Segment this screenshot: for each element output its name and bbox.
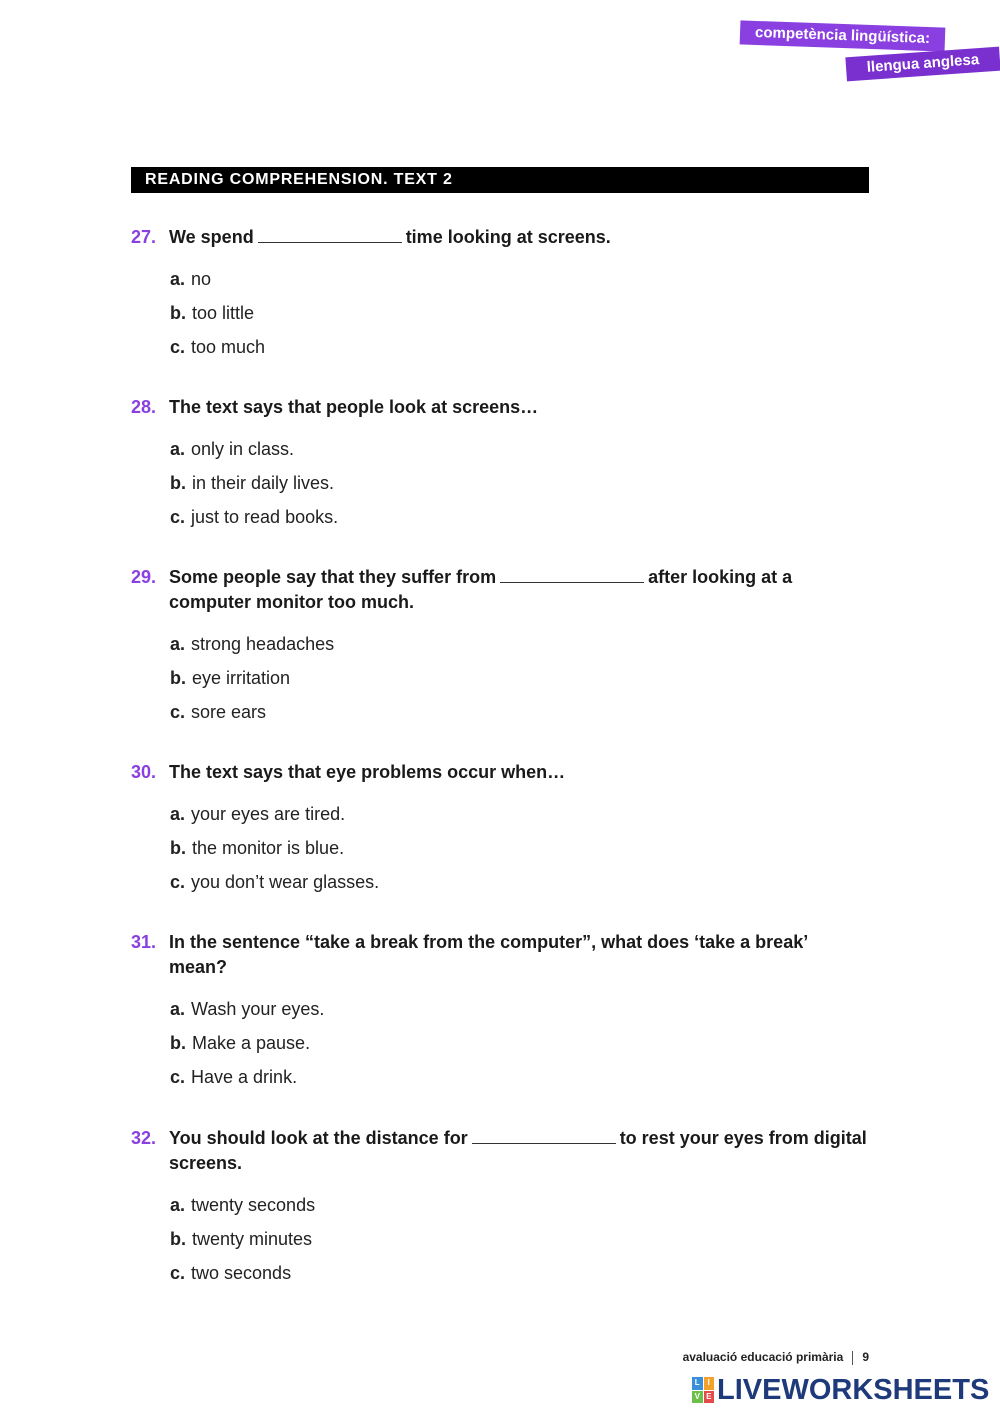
question-text-after: after looking at a — [648, 567, 793, 587]
option-b[interactable] — [170, 661, 869, 695]
question-text-before: You should look at the distance for — [169, 1128, 468, 1148]
option-letter: c. — [170, 872, 186, 892]
answer-blank[interactable] — [258, 228, 402, 243]
question-text-continued: computer monitor too much. — [169, 592, 414, 612]
option-text: the monitor is blue. — [192, 838, 345, 858]
option-letter: a. — [170, 1195, 186, 1215]
option-b[interactable] — [170, 1222, 869, 1256]
question-text-continued: screens. — [169, 1153, 243, 1173]
question-number: 28. — [131, 397, 157, 417]
option-letter: b. — [170, 473, 186, 493]
option-text: eye irritation — [192, 668, 291, 688]
option-letter: a. — [170, 634, 186, 654]
option-text: only in class. — [191, 439, 295, 459]
page-number: 9 — [862, 1350, 869, 1364]
option-a[interactable] — [170, 262, 869, 296]
question-text-before: We spend — [169, 227, 254, 247]
question-number: 31. — [131, 932, 157, 952]
option-letter: a. — [170, 804, 186, 824]
answer-blank[interactable] — [500, 568, 644, 583]
logo-tile: V — [692, 1391, 703, 1404]
subject-tag-line2: llengua anglesa — [845, 47, 1000, 82]
question-31 — [131, 930, 869, 1094]
question-text-after: to rest your eyes from digital — [619, 1128, 867, 1148]
option-text: just to read books. — [191, 507, 339, 527]
question-32 — [131, 1126, 869, 1290]
question-text: The text says that eye problems occur when… — [169, 762, 566, 782]
question-text: The text says that people look at screens… — [169, 397, 539, 417]
option-letter: a. — [170, 439, 186, 459]
option-b[interactable] — [170, 831, 869, 865]
option-text: in their daily lives. — [192, 473, 335, 493]
option-text: Make a pause. — [192, 1033, 311, 1053]
option-letter: b. — [170, 668, 186, 688]
option-c[interactable] — [170, 1256, 869, 1290]
question-29 — [131, 565, 869, 729]
option-text: your eyes are tired. — [191, 804, 346, 824]
option-text: strong headaches — [191, 634, 335, 654]
option-letter: a. — [170, 269, 186, 289]
option-text: too little — [192, 303, 255, 323]
question-number: 30. — [131, 762, 157, 782]
liveworksheets-wordmark: LIVEWORKSHEETS — [717, 1373, 990, 1406]
logo-tile: I — [704, 1377, 715, 1390]
question-text-after: time looking at screens. — [405, 227, 611, 247]
logo-tile: L — [692, 1377, 703, 1390]
publication-name: avaluació educació primària — [682, 1350, 844, 1364]
option-letter: b. — [170, 1229, 186, 1249]
answer-blank[interactable] — [472, 1129, 616, 1144]
option-a[interactable] — [170, 1188, 869, 1222]
option-letter: c. — [170, 1263, 186, 1283]
option-letter: c. — [170, 337, 186, 357]
option-c[interactable] — [170, 865, 869, 899]
question-30 — [131, 760, 869, 899]
section-title: READING COMPREHENSION. TEXT 2 — [131, 167, 869, 193]
option-c[interactable] — [170, 500, 869, 534]
logo-tile: E — [704, 1391, 715, 1404]
option-text: Have a drink. — [191, 1067, 298, 1087]
option-a[interactable] — [170, 432, 869, 466]
option-b[interactable] — [170, 466, 869, 500]
option-a[interactable] — [170, 627, 869, 661]
question-number: 27. — [131, 227, 157, 247]
option-letter: b. — [170, 1033, 186, 1053]
option-text: no — [191, 269, 212, 289]
option-text: two seconds — [191, 1263, 292, 1283]
option-a[interactable] — [170, 992, 869, 1026]
option-letter: c. — [170, 1067, 186, 1087]
option-letter: b. — [170, 838, 186, 858]
subject-tag-line1: competència lingüística: — [740, 20, 946, 51]
option-c[interactable] — [170, 695, 869, 729]
option-a[interactable] — [170, 797, 869, 831]
option-b[interactable] — [170, 1026, 869, 1060]
question-text-continued: mean? — [169, 957, 228, 977]
option-text: Wash your eyes. — [191, 999, 325, 1019]
option-text: twenty minutes — [192, 1229, 313, 1249]
question-28 — [131, 395, 869, 534]
option-letter: a. — [170, 999, 186, 1019]
option-text: you don’t wear glasses. — [191, 872, 380, 892]
option-letter: b. — [170, 303, 186, 323]
option-letter: c. — [170, 507, 186, 527]
option-text: twenty seconds — [191, 1195, 316, 1215]
question-number: 32. — [131, 1128, 157, 1148]
liveworksheets-logo — [692, 1374, 989, 1406]
option-letter: c. — [170, 702, 186, 722]
question-number: 29. — [131, 567, 157, 587]
option-c[interactable] — [170, 330, 869, 364]
option-c[interactable] — [170, 1060, 869, 1094]
question-text-before: Some people say that they suffer from — [169, 567, 497, 587]
page-footer — [683, 1348, 869, 1366]
footer-divider — [852, 1351, 853, 1365]
question-text: In the sentence “take a break from the computer”, what does ‘take a break’ — [169, 932, 809, 952]
question-27 — [131, 225, 869, 364]
option-text: too much — [191, 337, 266, 357]
option-b[interactable] — [170, 296, 869, 330]
option-text: sore ears — [191, 702, 267, 722]
liveworksheets-icon — [692, 1377, 714, 1403]
